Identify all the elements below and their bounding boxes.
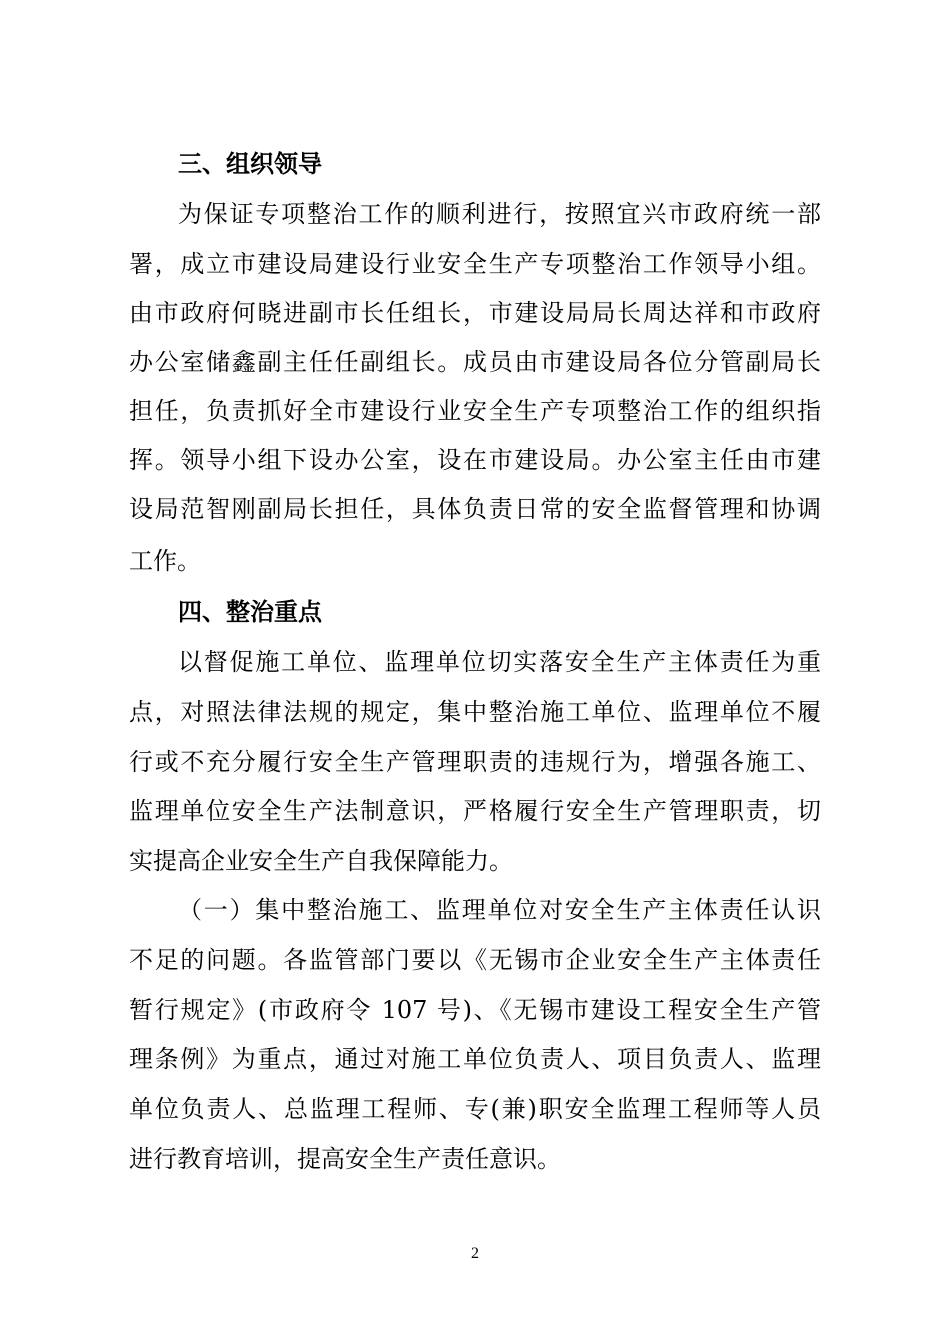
paragraph-line: 办公室储鑫副主任任副组长。成员由市建设局各位分管副局长 xyxy=(129,348,821,376)
paragraph-line: 设局范智刚副局长担任，具体负责日常的安全监督管理和协调 xyxy=(129,495,821,523)
paragraph-line: 挥。领导小组下设办公室，设在市建设局。办公室主任由市建 xyxy=(129,446,821,474)
paragraph-line: 以督促施工单位、监理单位切实落安全生产主体责任为重 xyxy=(178,648,821,676)
paragraph-line: 工作。 xyxy=(129,547,201,575)
paragraph-line: 监理单位安全生产法制意识，严格履行安全生产管理职责，切 xyxy=(129,797,821,825)
paragraph-line: 点，对照法律法规的规定，集中整治施工单位、监理单位不履 xyxy=(129,698,821,726)
paragraph-line: 不足的问题。各监管部门要以《无锡市企业安全生产主体责任 xyxy=(129,946,821,974)
page-number: 2 xyxy=(471,1245,479,1262)
paragraph-line: 由市政府何晓进副市长任组长，市建设局局长周达祥和市政府 xyxy=(129,299,821,327)
paragraph-line: 行或不充分履行安全生产管理职责的违规行为，增强各施工、 xyxy=(129,748,821,776)
paragraph-line: 担任，负责抓好全市建设行业安全生产专项整治工作的组织指 xyxy=(129,397,821,425)
section-heading-organization: 三、组织领导 xyxy=(178,150,322,178)
paragraph-line: 实提高企业安全生产自我保障能力。 xyxy=(129,847,513,875)
paragraph-line: 暂行规定》(市政府令 107 号)、《无锡市建设工程安全生产管 xyxy=(129,996,821,1024)
paragraph-line: 理条例》为重点，通过对施工单位负责人、项目负责人、监理 xyxy=(129,1045,821,1073)
paragraph-line: 署，成立市建设局建设行业安全生产专项整治工作领导小组。 xyxy=(129,250,821,278)
paragraph-line: 进行教育培训，提高安全生产责任意识。 xyxy=(129,1145,561,1173)
paragraph-line: 为保证专项整治工作的顺利进行，按照宜兴市政府统一部 xyxy=(178,200,821,228)
paragraph-line: 单位负责人、总监理工程师、专(兼)职安全监理工程师等人员 xyxy=(129,1095,821,1123)
section-heading-key-points: 四、整治重点 xyxy=(178,598,322,626)
paragraph-line: （一）集中整治施工、监理单位对安全生产主体责任认识 xyxy=(178,896,821,924)
